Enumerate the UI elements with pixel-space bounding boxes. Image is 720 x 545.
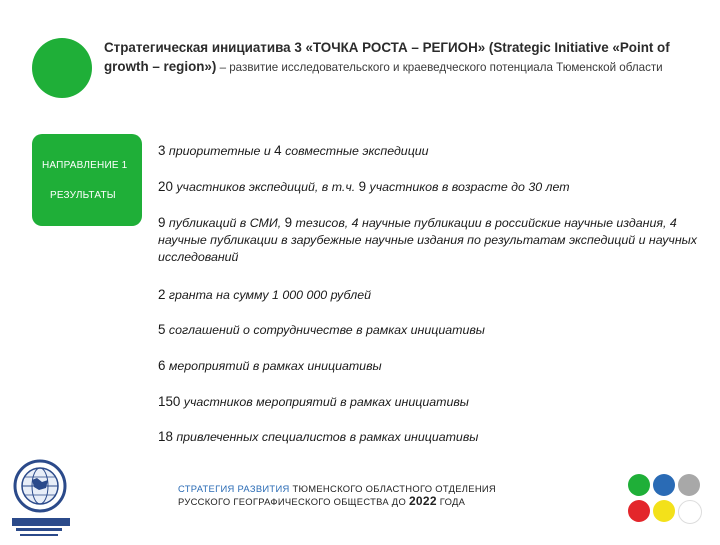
result-number: 9 xyxy=(284,215,293,230)
yellow-dot xyxy=(653,500,675,522)
result-text: привлеченных специалистов в рамках инициативы xyxy=(172,430,479,444)
footer-line1: ТЮМЕНСКОГО ОБЛАСТНОГО ОТДЕЛЕНИЯ xyxy=(289,483,496,494)
result-item xyxy=(158,428,698,446)
result-number: 4 xyxy=(274,143,282,158)
page-title xyxy=(104,38,700,77)
result-item xyxy=(158,357,698,375)
result-item xyxy=(158,214,698,266)
white-dot xyxy=(678,500,702,524)
result-number: 2 xyxy=(158,287,166,302)
result-number: 6 xyxy=(158,358,166,373)
result-item xyxy=(158,321,698,339)
title-description: – развитие исследовательского и краеведческого потенциала Тюменской области xyxy=(216,61,663,74)
result-text: участников экспедиций, в т.ч. xyxy=(172,180,359,194)
badge-results-label: РЕЗУЛЬТАТЫ xyxy=(50,190,116,201)
result-text: гранта на сумму 1 000 000 рублей xyxy=(165,288,371,302)
result-item xyxy=(158,286,698,304)
footer-year: 2022 xyxy=(408,494,437,508)
result-number: 3 xyxy=(158,143,166,158)
result-text: совместные экспедиции xyxy=(281,144,429,158)
result-text: участников мероприятий в рамках инициативы xyxy=(180,395,469,409)
title-main: Стратегическая инициатива 3 «ТОЧКА РОСТА – РЕГИОН» (Strategic Initiative «Point of growth – region») xyxy=(104,40,670,74)
result-number: 9 xyxy=(358,179,367,194)
result-number: 18 xyxy=(158,429,173,444)
color-dots-logo xyxy=(624,472,704,528)
result-text: мероприятий в рамках инициативы xyxy=(165,359,382,373)
direction-badge xyxy=(32,134,142,226)
gray-dot xyxy=(678,474,700,496)
footer-line2-start: РУССКОГО ГЕОГРАФИЧЕСКОГО ОБЩЕСТВА ДО xyxy=(178,496,409,507)
result-item xyxy=(158,178,698,196)
footer-strategy-caption xyxy=(178,482,538,508)
result-number: 150 xyxy=(158,394,181,409)
blue-dot xyxy=(653,474,675,496)
result-number: 9 xyxy=(158,215,166,230)
result-item xyxy=(158,393,698,411)
red-dot xyxy=(628,500,650,522)
green-circle-decoration xyxy=(32,38,92,98)
result-number: 20 xyxy=(158,179,173,194)
result-text: приоритетные и xyxy=(165,144,275,158)
result-text: тезисов, 4 научные публикации в российские научные издания, 4 научные публикации в зарубежные научные издания по результатам экспедиций и научных исследований xyxy=(158,216,697,264)
result-item xyxy=(158,142,698,160)
result-text: публикаций в СМИ, xyxy=(165,216,285,230)
result-text: участников в возрасте до 30 лет xyxy=(366,180,570,194)
geographic-society-logo xyxy=(6,456,78,540)
result-text: соглашений о сотрудничестве в рамках инициативы xyxy=(165,323,485,337)
result-number: 5 xyxy=(158,322,166,337)
green-dot xyxy=(628,474,650,496)
badge-direction-label: НАПРАВЛЕНИЕ 1 xyxy=(42,160,128,171)
footer-highlight: СТРАТЕГИЯ РАЗВИТИЯ xyxy=(178,483,290,494)
footer-line2-end: ГОДА xyxy=(436,496,466,507)
